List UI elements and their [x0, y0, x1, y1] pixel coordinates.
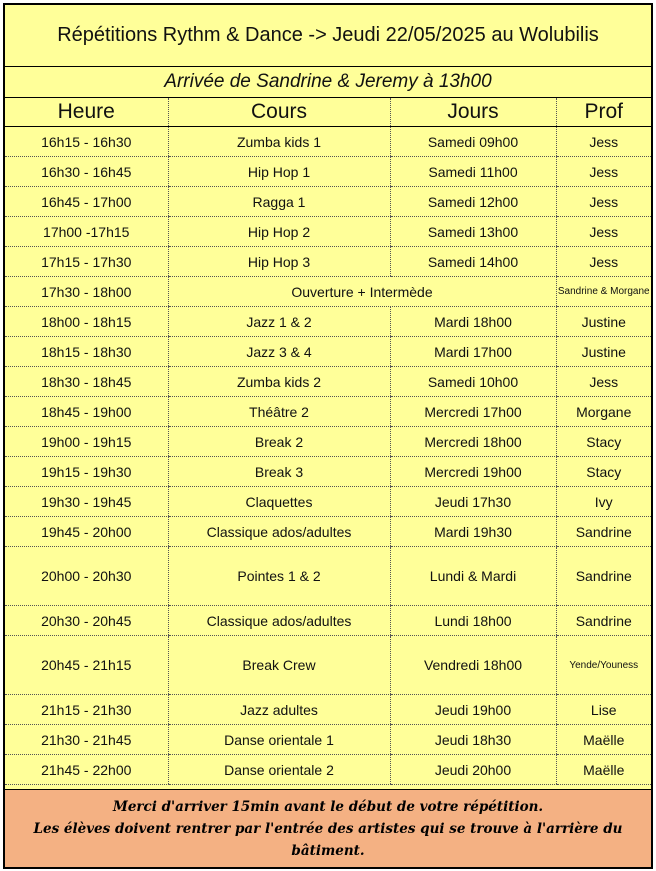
cell-jours: Mardi 17h00 — [390, 337, 556, 367]
cell-cours: Hip Hop 1 — [168, 157, 390, 187]
cell-prof: Sandrine — [556, 606, 651, 636]
cell-prof: Lise — [556, 695, 651, 725]
footer-notice — [5, 789, 651, 867]
cell-prof: Maëlle — [556, 755, 651, 785]
cell-cours: Pointes 1 & 2 — [168, 547, 390, 606]
cell-heure: 21h45 - 22h00 — [5, 755, 168, 785]
cell-jours: Samedi 10h00 — [390, 367, 556, 397]
cell-jours: Samedi 12h00 — [390, 187, 556, 217]
footer-line-3: bâtiment. — [291, 842, 365, 859]
cell-jours: Mercredi 18h00 — [390, 427, 556, 457]
table-row — [5, 636, 651, 695]
cell-prof: Ivy — [556, 487, 651, 517]
cell-heure: 21h15 - 21h30 — [5, 695, 168, 725]
cell-cours: Ragga 1 — [168, 187, 390, 217]
cell-jours: Lundi 18h00 — [390, 606, 556, 636]
cell-jours: Samedi 13h00 — [390, 217, 556, 247]
cell-jours: Samedi 14h00 — [390, 247, 556, 277]
cell-prof: Jess — [556, 127, 651, 157]
cell-jours: Jeudi 20h00 — [390, 755, 556, 785]
cell-heure: 17h15 - 17h30 — [5, 247, 168, 277]
cell-jours: Mercredi 19h00 — [390, 457, 556, 487]
cell-prof: Morgane — [556, 397, 651, 427]
cell-jours: Mercredi 17h00 — [390, 397, 556, 427]
table-row — [5, 307, 651, 337]
arrival-note: Arrivée de Sandrine & Jeremy à 13h00 — [5, 67, 651, 98]
cell-prof: Jess — [556, 367, 651, 397]
cell-jours: Lundi & Mardi — [390, 547, 556, 606]
cell-cours: Ouverture + Intermède — [168, 277, 556, 307]
table-row — [5, 187, 651, 217]
schedule-sheet — [3, 3, 653, 869]
cell-cours: Zumba kids 2 — [168, 367, 390, 397]
cell-prof: Jess — [556, 187, 651, 217]
table-row — [5, 487, 651, 517]
cell-jours: Mardi 18h00 — [390, 307, 556, 337]
table-row — [5, 427, 651, 457]
cell-cours: Classique ados/adultes — [168, 606, 390, 636]
header-prof: Prof — [556, 98, 651, 127]
cell-heure: 19h30 - 19h45 — [5, 487, 168, 517]
cell-jours: Jeudi 17h30 — [390, 487, 556, 517]
cell-cours: Break Crew — [168, 636, 390, 695]
table-row — [5, 247, 651, 277]
page-title: Répétitions Rythm & Dance -> Jeudi 22/05/2025 au Wolubilis — [5, 5, 651, 67]
table-row — [5, 695, 651, 725]
cell-cours: Jazz 1 & 2 — [168, 307, 390, 337]
table-row — [5, 517, 651, 547]
cell-jours: Jeudi 19h00 — [390, 695, 556, 725]
cell-heure: 19h00 - 19h15 — [5, 427, 168, 457]
cell-heure: 17h30 - 18h00 — [5, 277, 168, 307]
cell-heure: 16h30 - 16h45 — [5, 157, 168, 187]
cell-heure: 20h45 - 21h15 — [5, 636, 168, 695]
cell-cours: Danse orientale 2 — [168, 755, 390, 785]
header-heure: Heure — [5, 98, 168, 127]
cell-jours: Vendredi 18h00 — [390, 636, 556, 695]
table-row — [5, 157, 651, 187]
header-jours: Jours — [390, 98, 556, 127]
table-row — [5, 755, 651, 785]
cell-prof: Maëlle — [556, 725, 651, 755]
cell-heure: 21h30 - 21h45 — [5, 725, 168, 755]
cell-prof: Stacy — [556, 457, 651, 487]
cell-prof: Justine — [556, 337, 651, 367]
table-row — [5, 367, 651, 397]
cell-prof: Jess — [556, 217, 651, 247]
table-row — [5, 277, 651, 307]
cell-prof: Yende/Youness — [556, 636, 651, 695]
cell-prof: Sandrine — [556, 517, 651, 547]
cell-prof: Sandrine & Morgane — [556, 277, 651, 307]
cell-heure: 16h15 - 16h30 — [5, 127, 168, 157]
cell-jours: Samedi 09h00 — [390, 127, 556, 157]
table-row — [5, 397, 651, 427]
table-row — [5, 337, 651, 367]
schedule-table — [5, 98, 651, 785]
footer-line-2: Les élèves doivent rentrer par l'entrée des artistes qui se trouve à l'arrière du — [33, 820, 623, 837]
cell-prof: Justine — [556, 307, 651, 337]
cell-prof: Jess — [556, 247, 651, 277]
cell-heure: 18h15 - 18h30 — [5, 337, 168, 367]
cell-cours: Claquettes — [168, 487, 390, 517]
cell-cours: Zumba kids 1 — [168, 127, 390, 157]
cell-cours: Classique ados/adultes — [168, 517, 390, 547]
table-row — [5, 547, 651, 606]
cell-cours: Hip Hop 2 — [168, 217, 390, 247]
table-row — [5, 725, 651, 755]
cell-heure: 18h30 - 18h45 — [5, 367, 168, 397]
cell-heure: 16h45 - 17h00 — [5, 187, 168, 217]
table-row — [5, 457, 651, 487]
cell-heure: 19h15 - 19h30 — [5, 457, 168, 487]
cell-heure: 19h45 - 20h00 — [5, 517, 168, 547]
table-row — [5, 217, 651, 247]
cell-prof: Sandrine — [556, 547, 651, 606]
cell-heure: 18h00 - 18h15 — [5, 307, 168, 337]
cell-cours: Break 2 — [168, 427, 390, 457]
cell-cours: Break 3 — [168, 457, 390, 487]
footer-line-1: Merci d'arriver 15min avant le début de votre répétition. — [112, 798, 544, 815]
cell-heure: 17h00 -17h15 — [5, 217, 168, 247]
cell-cours: Jazz 3 & 4 — [168, 337, 390, 367]
cell-jours: Samedi 11h00 — [390, 157, 556, 187]
cell-heure: 18h45 - 19h00 — [5, 397, 168, 427]
header-cours: Cours — [168, 98, 390, 127]
table-row — [5, 606, 651, 636]
cell-jours: Mardi 19h30 — [390, 517, 556, 547]
cell-cours: Hip Hop 3 — [168, 247, 390, 277]
table-row — [5, 127, 651, 157]
cell-jours: Jeudi 18h30 — [390, 725, 556, 755]
cell-prof: Jess — [556, 157, 651, 187]
cell-cours: Danse orientale 1 — [168, 725, 390, 755]
cell-cours: Théâtre 2 — [168, 397, 390, 427]
cell-prof: Stacy — [556, 427, 651, 457]
cell-cours: Jazz adultes — [168, 695, 390, 725]
cell-heure: 20h30 - 20h45 — [5, 606, 168, 636]
table-header-row — [5, 98, 651, 127]
cell-heure: 20h00 - 20h30 — [5, 547, 168, 606]
